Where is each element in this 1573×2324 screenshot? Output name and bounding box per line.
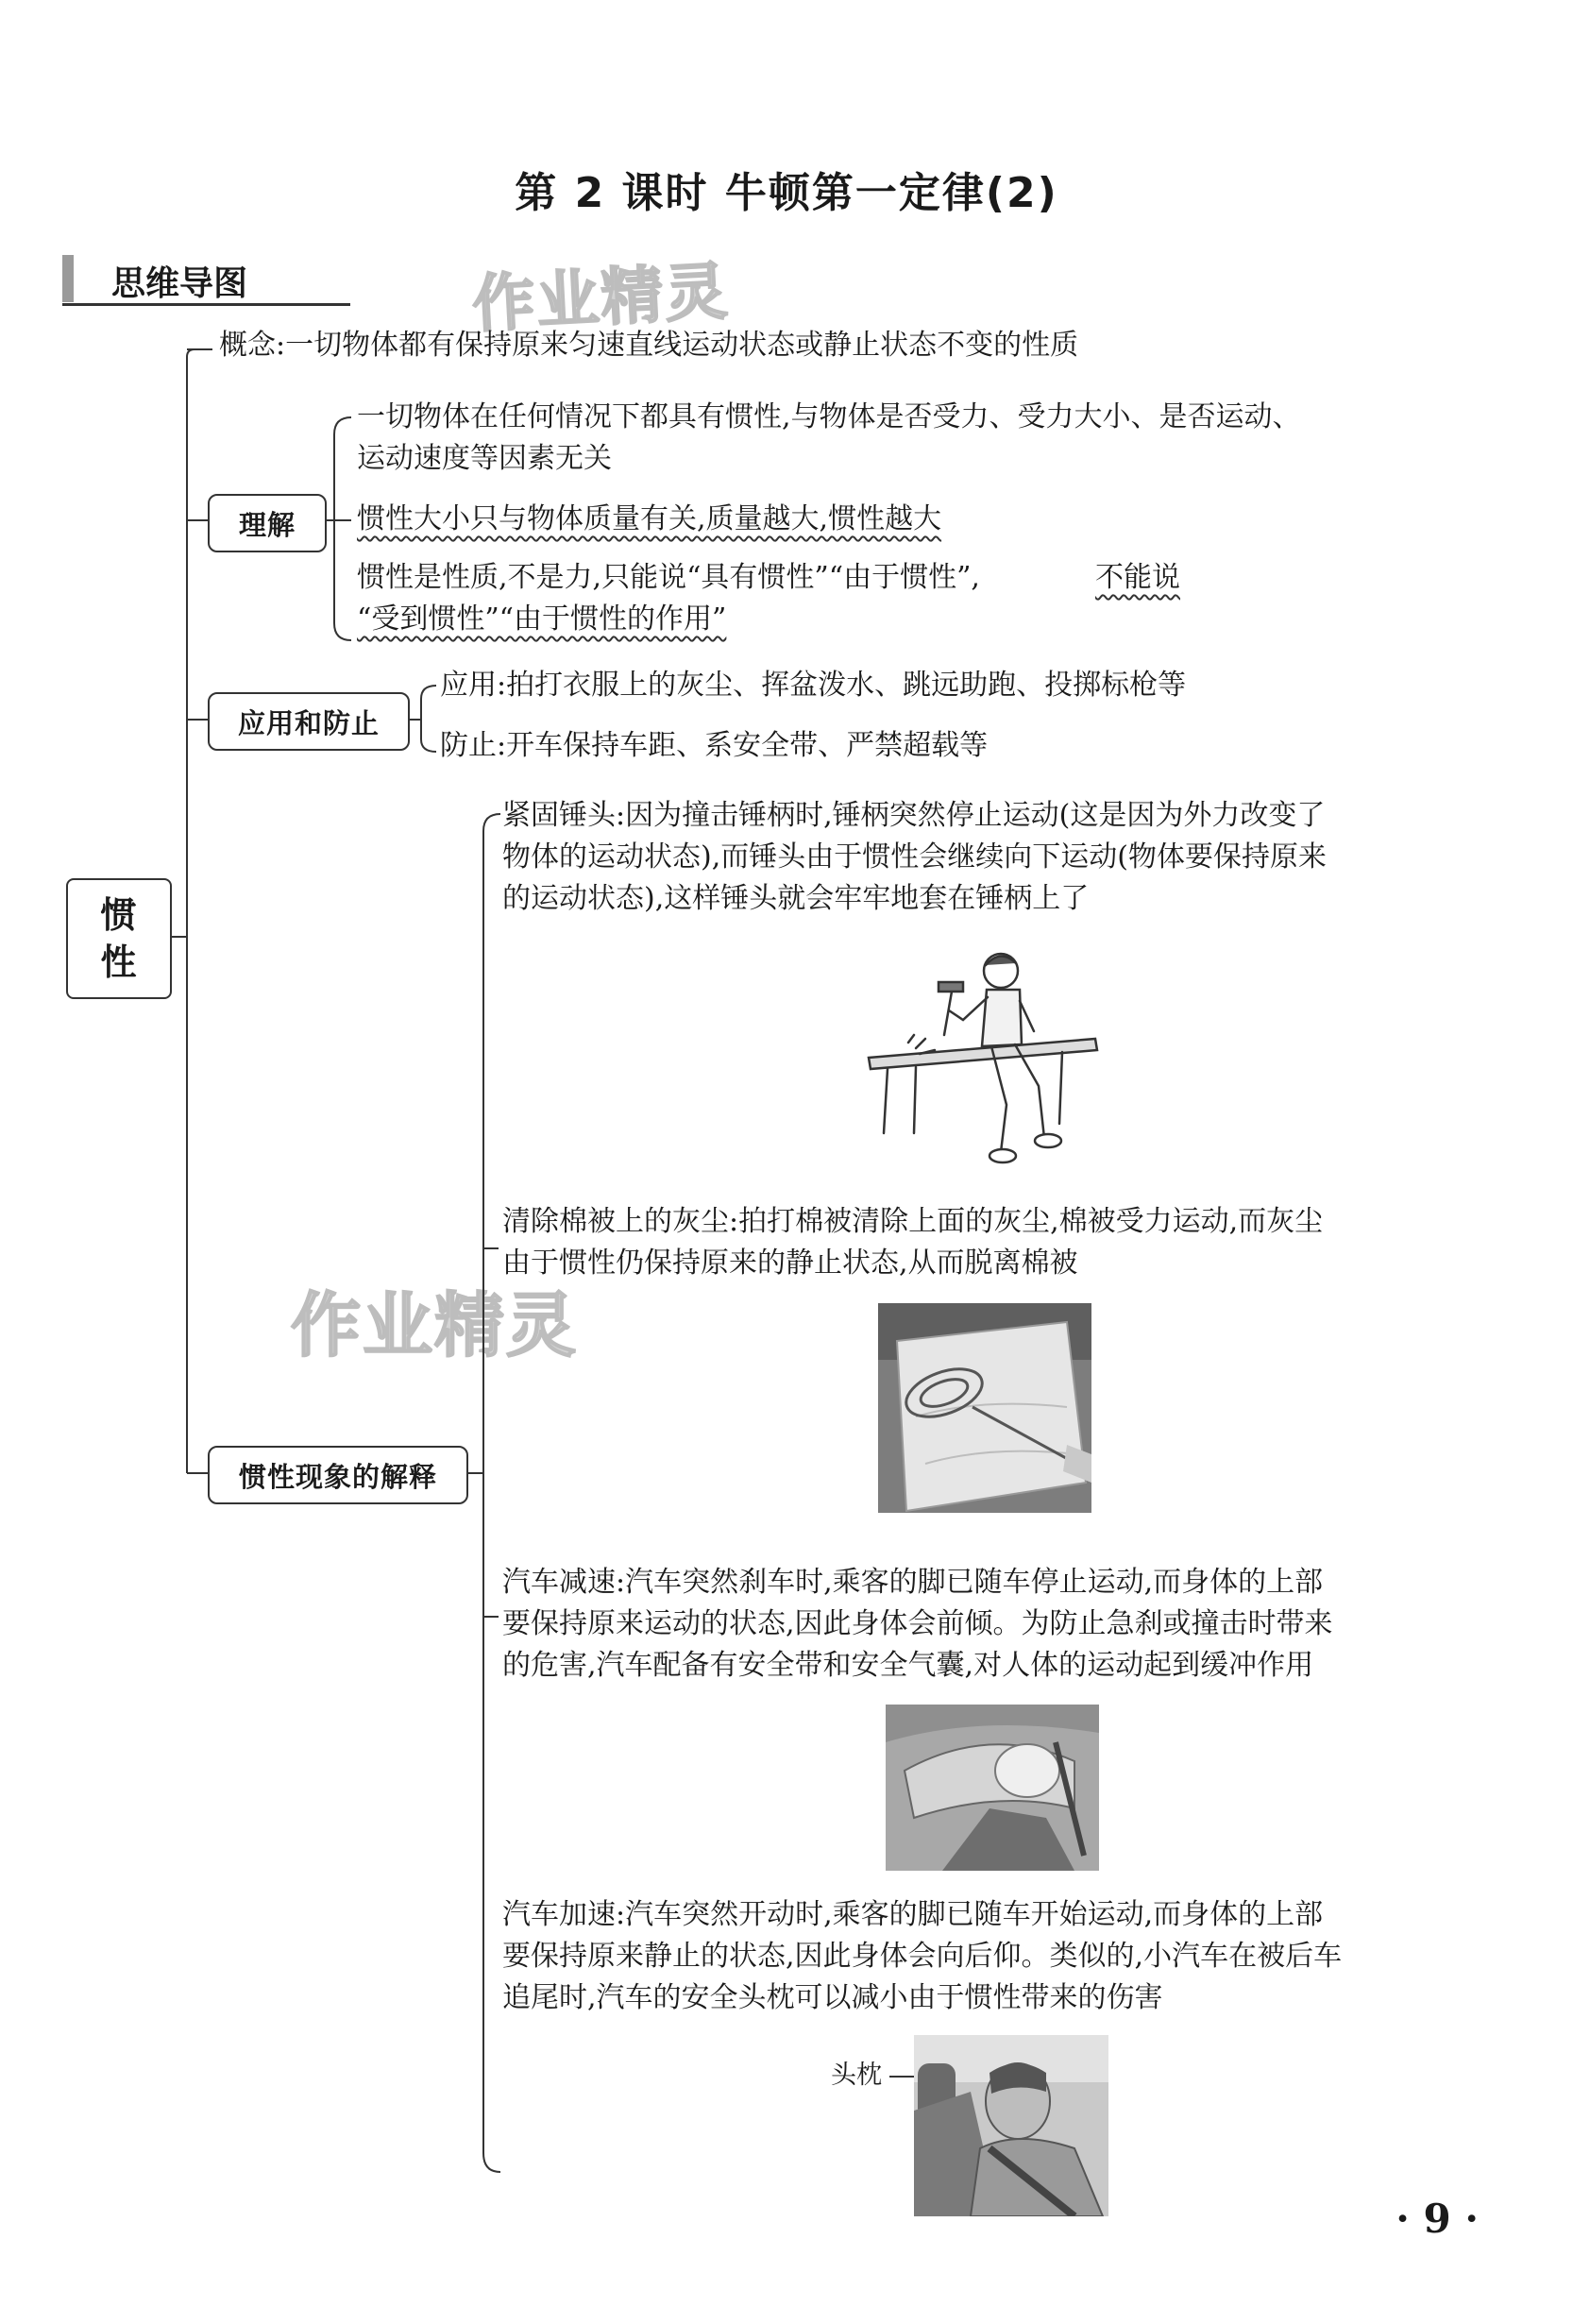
hammer-line-1: 紧固锤头:因为撞击锤柄时,锤柄突然停止运动(这是因为外力改变了: [502, 799, 1326, 832]
understanding-item-1b: 运动速度等因素无关: [357, 442, 612, 475]
application-prevent: 防止:开车保持车距、系安全带、严禁超载等: [440, 729, 989, 762]
quilt-line-2: 由于惯性仍保持原来的静止状态,从而脱离棉被: [502, 1247, 1078, 1280]
decel-line-2: 要保持原来运动的状态,因此身体会前倾。为防止急刹或撞击时带来: [502, 1607, 1333, 1640]
node-application: 应用和防止: [208, 692, 410, 751]
understanding-item-1a: 一切物体在任何情况下都具有惯性,与物体是否受力、受力大小、是否运动、: [357, 400, 1301, 433]
decel-line-1: 汽车减速:汽车突然刹车时,乘客的脚已随车停止运动,而身体的上部: [502, 1566, 1324, 1599]
root-node-inertia: [66, 878, 172, 999]
headrest-photo: [914, 2035, 1108, 2216]
understanding-item-3a: 惯性是性质,不是力,只能说“具有惯性”“由于惯性”,: [357, 561, 980, 594]
page-number: · 9 ·: [1395, 2196, 1479, 2242]
node-understanding: 理解: [208, 494, 327, 552]
hammer-line-2: 物体的运动状态),而锤头由于惯性会继续向下运动(物体要保持原来: [502, 840, 1327, 874]
watermark-top: 作业精灵: [470, 254, 732, 342]
accel-line-2: 要保持原来静止的状态,因此身体会向后仰。类似的,小汽车在被后车: [502, 1940, 1343, 1973]
accel-line-1: 汽车加速:汽车突然开动时,乘客的脚已随车开始运动,而身体的上部: [502, 1898, 1324, 1931]
hammer-line-3: 的运动状态),这样锤头就会牢牢地套在锤柄上了: [502, 882, 1090, 915]
section-heading: 思维导图: [111, 264, 248, 303]
accel-line-3: 追尾时,汽车的安全头枕可以减小由于惯性带来的伤害: [502, 1981, 1163, 2014]
understanding-item-3c: “受到惯性”“由于惯性的作用”: [357, 602, 727, 636]
concept-text: 概念:一切物体都有保持原来匀速直线运动状态或静止状态不变的性质: [219, 329, 1079, 362]
quilt-photo: [878, 1303, 1091, 1513]
decel-line-3: 的危害,汽车配备有安全带和安全气囊,对人体的运动起到缓冲作用: [502, 1649, 1314, 1682]
quilt-line-1: 清除棉被上的灰尘:拍打棉被清除上面的灰尘,棉被受力运动,而灰尘: [502, 1205, 1324, 1238]
airbag-photo: [886, 1705, 1099, 1871]
hammer-illustration: [859, 944, 1105, 1180]
understanding-item-3b: 不能说: [1095, 561, 1180, 594]
watermark-middle: 作业精灵: [291, 1285, 578, 1366]
root-char-1: 惯: [100, 894, 138, 936]
root-char-2: 性: [100, 941, 138, 983]
node-explanation: 惯性现象的解释: [208, 1446, 468, 1504]
understanding-item-2: 惯性大小只与物体质量有关,质量越大,惯性越大: [357, 502, 942, 535]
headrest-label: 头枕: [831, 2061, 882, 2090]
application-apply: 应用:拍打衣服上的灰尘、挥盆泼水、跳远助跑、投掷标枪等: [440, 669, 1187, 702]
page-title: 第 2 课时 牛顿第一定律(2): [515, 169, 1058, 217]
